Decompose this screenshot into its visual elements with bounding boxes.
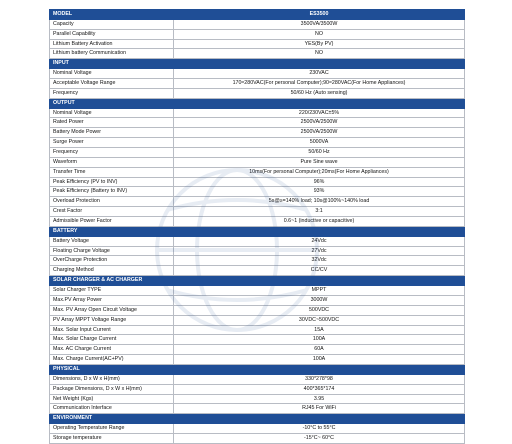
spec-row: [50, 197, 465, 207]
section-header-solar: [50, 276, 465, 286]
spec-value: 230VAC: [174, 69, 465, 79]
spec-value: 3500VA/3500W: [174, 19, 465, 29]
spec-row: [50, 69, 465, 79]
spec-label: Peak Efficiency (Battery to INV): [50, 187, 174, 197]
section-title: PHYSICAL: [50, 364, 465, 374]
spec-table: [49, 9, 465, 444]
spec-label: Net Weight (Kgs): [50, 394, 174, 404]
spec-value: YES(By PV): [174, 39, 465, 49]
spec-row: [50, 325, 465, 335]
spec-value: 60A: [174, 345, 465, 355]
spec-row: [50, 374, 465, 384]
spec-label: Rated Power: [50, 118, 174, 128]
spec-row: [50, 138, 465, 148]
spec-label: Transfer Time: [50, 167, 174, 177]
spec-row: [50, 305, 465, 315]
spec-row: [50, 128, 465, 138]
spec-value: 30VDC~500VDC: [174, 315, 465, 325]
spec-row: [50, 335, 465, 345]
spec-row: [50, 29, 465, 39]
section-header-output: [50, 98, 465, 108]
spec-value: 0.6~1 (inductive or capacitive): [174, 217, 465, 227]
spec-label: Admissible Power Factor: [50, 217, 174, 227]
spec-value: 50/60 Hz: [174, 148, 465, 158]
spec-row: [50, 79, 465, 89]
spec-value: NO: [174, 29, 465, 39]
spec-value: 330*278*98: [174, 374, 465, 384]
spec-value: 500VDC: [174, 305, 465, 315]
section-title: SOLAR CHARGER & AC CHARGER: [50, 276, 465, 286]
spec-value: 24Vdc: [174, 236, 465, 246]
spec-row: [50, 286, 465, 296]
spec-value: 3.95: [174, 394, 465, 404]
spec-row: [50, 19, 465, 29]
model-label: MODEL: [50, 10, 174, 20]
spec-value: 93%: [174, 187, 465, 197]
spec-row: [50, 217, 465, 227]
spec-label: Solar Charger TYPE: [50, 286, 174, 296]
section-title: INPUT: [50, 59, 465, 69]
spec-row: [50, 49, 465, 59]
spec-label: Package Dimensions, D x W x H(mm): [50, 384, 174, 394]
spec-value: 3:1: [174, 207, 465, 217]
section-title: BATTERY: [50, 226, 465, 236]
spec-label: PV Array MPPT Voltage Range: [50, 315, 174, 325]
spec-label: Frequency: [50, 88, 174, 98]
spec-value: 32Vdc: [174, 256, 465, 266]
spec-row: [50, 118, 465, 128]
spec-value: 96%: [174, 177, 465, 187]
spec-label: Waveform: [50, 157, 174, 167]
spec-value: 170≈280VAC(For personal Computer);90≈280VAC(For Home Appliances): [174, 79, 465, 89]
spec-label: Nominal Voltage: [50, 108, 174, 118]
spec-value: 100A: [174, 355, 465, 365]
spec-row: [50, 177, 465, 187]
spec-value: 100A: [174, 335, 465, 345]
spec-row: [50, 39, 465, 49]
spec-value: NO: [174, 49, 465, 59]
spec-value: 3000W: [174, 295, 465, 305]
spec-label: OverCharge Protection: [50, 256, 174, 266]
spec-row: [50, 404, 465, 414]
spec-label: Parallel Capability: [50, 29, 174, 39]
spec-label: Acceptable Voltage Range: [50, 79, 174, 89]
spec-label: Max. Charge Current(AC+PV): [50, 355, 174, 365]
spec-label: Frequency: [50, 148, 174, 158]
spec-row: [50, 88, 465, 98]
spec-row: [50, 187, 465, 197]
section-header-battery: [50, 226, 465, 236]
spec-value: 220/230VAC±5%: [174, 108, 465, 118]
spec-row: [50, 108, 465, 118]
spec-row: [50, 266, 465, 276]
spec-label: Surge Power: [50, 138, 174, 148]
section-title: OUTPUT: [50, 98, 465, 108]
spec-label: Peak Efficiency (PV to INV): [50, 177, 174, 187]
spec-label: Max. PV Array Open Circuit Voltage: [50, 305, 174, 315]
section-header-environment: [50, 414, 465, 424]
spec-row: [50, 256, 465, 266]
spec-label: Dimensions, D x W x H(mm): [50, 374, 174, 384]
section-title: ENVIRONMENT: [50, 414, 465, 424]
spec-label: Overload Protection: [50, 197, 174, 207]
spec-value: MPPT: [174, 286, 465, 296]
spec-value: RJ45 For WiFi: [174, 404, 465, 414]
spec-value: 15A: [174, 325, 465, 335]
spec-value: 10ms(For personal Computer);20ms(For Home Appliances): [174, 167, 465, 177]
spec-value: 2500VA/2500W: [174, 118, 465, 128]
spec-value: 50/60 Hz (Auto sensing): [174, 88, 465, 98]
spec-value: 5s@≥=140% load; 10s@100%~140% load: [174, 197, 465, 207]
spec-row: [50, 246, 465, 256]
section-header-input: [50, 59, 465, 69]
spec-row: [50, 345, 465, 355]
spec-label: Battery Voltage: [50, 236, 174, 246]
spec-label: Crest Factor: [50, 207, 174, 217]
spec-row: [50, 207, 465, 217]
spec-row: [50, 236, 465, 246]
spec-value: CC/CV: [174, 266, 465, 276]
spec-row: [50, 433, 465, 443]
spec-row: [50, 424, 465, 434]
spec-label: Floating Charge Voltage: [50, 246, 174, 256]
spec-label: Max. AC Charge Current: [50, 345, 174, 355]
spec-label: Storage temperature: [50, 433, 174, 443]
spec-label: Nominal Voltage: [50, 69, 174, 79]
spec-value: 5000VA: [174, 138, 465, 148]
spec-label: Max. Solar Charge Current: [50, 335, 174, 345]
spec-row: [50, 167, 465, 177]
spec-label: Battery Mode Power: [50, 128, 174, 138]
spec-value: Pure Sine wave: [174, 157, 465, 167]
spec-row: [50, 295, 465, 305]
spec-label: Max.PV Array Power: [50, 295, 174, 305]
model-header-row: [50, 10, 465, 20]
section-header-physical: [50, 364, 465, 374]
spec-row: [50, 384, 465, 394]
spec-value: -10°C to 55°C: [174, 424, 465, 434]
spec-value: 400*365*174: [174, 384, 465, 394]
spec-row: [50, 148, 465, 158]
spec-label: Capacity: [50, 19, 174, 29]
model-value: ES3500: [174, 10, 465, 20]
spec-value: -15°C~ 60°C: [174, 433, 465, 443]
spec-row: [50, 355, 465, 365]
spec-label: Operating Temperature Range: [50, 424, 174, 434]
spec-label: Communication Interface: [50, 404, 174, 414]
spec-row: [50, 394, 465, 404]
spec-row: [50, 315, 465, 325]
spec-label: Lithium Battery Activation: [50, 39, 174, 49]
spec-label: Max. Solar Input Current: [50, 325, 174, 335]
spec-label: Lithium battery Communication: [50, 49, 174, 59]
spec-label: Charging Method: [50, 266, 174, 276]
spec-sheet: [49, 9, 464, 444]
spec-value: 2500VA/2500W: [174, 128, 465, 138]
spec-row: [50, 157, 465, 167]
spec-value: 27Vdc: [174, 246, 465, 256]
